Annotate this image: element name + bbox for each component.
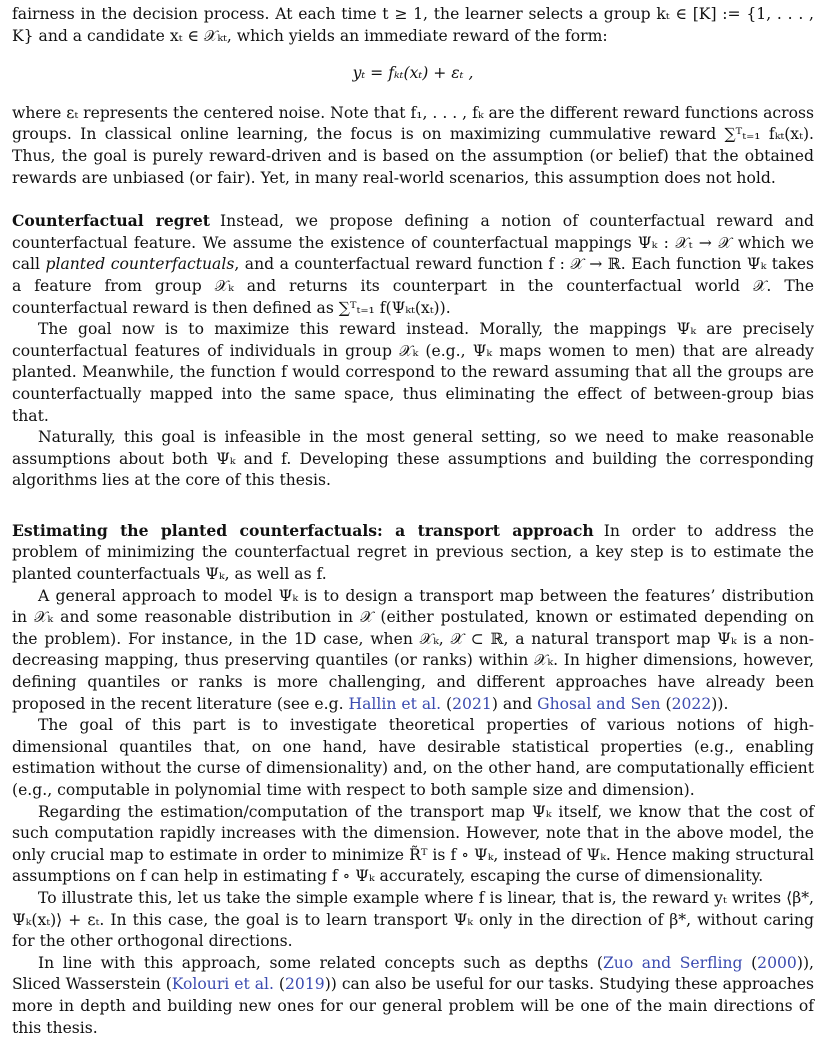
counterfactual-paragraph-3: Naturally, this goal is infeasible in the most general setting, so we need to make reasonable assumptions about both Ψₖ and f. Developing these assumptions and building the corresponding algorithms lies at the core of this thesis. [12, 428, 814, 490]
transport-paragraph-1 [12, 520, 814, 586]
text-run: ). [717, 694, 729, 713]
text-run: ) can also be useful for our tasks. Studying these approaches more in depth and building new ones for our general problem will be one of the main directions of this thesis. [12, 975, 814, 1037]
citation-zuo-year-link[interactable]: 2000 [757, 953, 797, 972]
citation-hallin-link[interactable]: Hallin et al. [348, 694, 442, 713]
citation-ghosal-link[interactable]: Ghosal and Sen [537, 694, 661, 713]
text-run: A general approach to model Ψₖ is to design a transport map between the features’ distribution in 𝒳ₖ and some reasonable distribution in 𝒳 (either postulated, known or estimated depending on the problem). For instance, in the 1D case, when 𝒳ₖ, 𝒳 ⊂ ℝ, a natural transport map Ψₖ is a non-decreasing mapping, thus preserving quantiles (or ranks) within 𝒳ₖ. In higher dimensions, however, defining quantiles or ranks is more challenging, and different approaches have already been proposed in the recent literature (see e.g. [12, 586, 814, 713]
citation-hallin-year-link[interactable]: 2021 [452, 694, 492, 713]
citation-ghosal-year-link[interactable]: 2022 [671, 694, 712, 713]
counterfactual-paragraph-1 [12, 210, 814, 319]
text-run: Instead, we propose defining a notion of counterfactual reward and counterfactual feature. We assume the existence of counterfactual mappings Ψₖ : 𝒳ₜ → 𝒳 which we call [12, 212, 814, 274]
text-run: and [497, 694, 538, 713]
transport-paragraph-5: To illustrate this, let us take the simple example where f is linear, that is, the reward yₜ writes ⟨β*, Ψₖ(xₜ)⟩ + εₜ. In this case, the goal is to learn transport Ψₖ only in the direction of β*, without caring for the other orthogonal directions. [12, 888, 814, 951]
citation-kolouri-year-link[interactable]: 2019 [285, 975, 325, 994]
intro-paragraph: fairness in the decision process. At each time t ≥ 1, the learner selects a group kₜ ∈ [K] := {1, . . . , K} and a candidate xₜ ∈ 𝒳ₖₜ, which yields an immediate reward of the form: [12, 5, 814, 45]
text-run: , and a counterfactual reward function f : 𝒳 → ℝ. Each function Ψₖ takes a feature from group 𝒳ₖ and returns its counterpart in the counterfactual world 𝒳. The counterfactual reward is then defined as ∑ᵀₜ₌₁ f(Ψₖₜ(xₜ)). [12, 255, 814, 317]
text-run: ), Sliced Wasserstein ( [12, 953, 814, 994]
transport-paragraph-2: A general approach to model Ψₖ is to design a transport map between the features’ distribution in 𝒳ₖ and some reasonable distribution in 𝒳 (either postulated, known or estimated depending on the problem). For instance, in the 1D case, when 𝒳ₖ, 𝒳 ⊂ ℝ, a natural transport map Ψₖ is a non-decreasing mapping, thus preserving quantiles (or ranks) within 𝒳ₖ. In higher dimensions, however, defining quantiles or ranks is more challenging, and different approaches have already been proposed in the recent literature (see e.g. Hallin et al. (2021) and Ghosal and Sen (2022)). [12, 586, 814, 713]
document-page [12, 4, 814, 1039]
section-heading-counterfactual-regret: Counterfactual regret [12, 211, 211, 231]
citation-zuo-link[interactable]: Zuo and Serfling [602, 953, 743, 972]
section-heading-transport-approach: Estimating the planted counterfactuals: a transport approach [12, 520, 594, 540]
counterfactual-paragraph-2: The goal now is to maximize this reward instead. Morally, the mappings Ψₖ are precisely counterfactual features of individuals in group 𝒳ₖ (e.g., Ψₖ maps women to men) that are already planted. Meanwhile, the function f would correspond to the reward assuming that all the groups are counterfactually mapped into the same space, thus eliminating the effect of between-group bias that. [12, 320, 814, 425]
reward-equation: yₜ = fₖₜ(xₜ) + εₜ , [352, 64, 474, 83]
transport-paragraph-4: Regarding the estimation/computation of the transport map Ψₖ itself, we know that the cost of such computation rapidly increases with the dimension. However, note that in the above model, the only crucial map to estimate in order to minimize R̃ᵀ is f ∘ Ψₖ, instead of Ψₖ. Hence making structural assumptions on f can help in estimating f ∘ Ψₖ accurately, escaping the curse of dimensionality. [12, 802, 814, 886]
italic-term: planted counterfactuals [45, 255, 235, 274]
text-run: In order to address the problem of minimizing the counterfactual regret in previous section, a key step is to estimate the planted counterfactuals Ψₖ, as well as f. [12, 521, 814, 584]
text-run: In line with this approach, some related concepts such as depths ( [38, 953, 603, 972]
noise-paragraph: where εₜ represents the centered noise. Note that f₁, . . . , fₖ are the different reward functions across groups. In classical online learning, the focus is on maximizing cummulative reward ∑ᵀₜ₌₁ fₖₜ(xₜ). Thus, the goal is purely reward-driven and is based on the assumption (or belief) that the obtained rewards are unbiased (or fair). Yet, in many real-world scenarios, this assumption does not hold. [12, 103, 814, 187]
transport-paragraph-3: The goal of this part is to investigate theoretical properties of various notions of high-dimensional quantiles that, on one hand, have desirable statistical properties (e.g., enabling estimation without the curse of dimensionality) and, on the other hand, are computationally efficient (e.g., computable in polynomial time with respect to both sample size and dimension). [12, 716, 814, 799]
transport-paragraph-6: In line with this approach, some related concepts such as depths (Zuo and Serfling (2000)), Sliced Wasserstein (Kolouri et al. (2019)) can also be useful for our tasks. Studying these approaches more in depth and building new ones for our general problem will be one of the main directions of this thesis. [12, 953, 814, 1037]
citation-kolouri-link[interactable]: Kolouri et al. [171, 975, 274, 994]
